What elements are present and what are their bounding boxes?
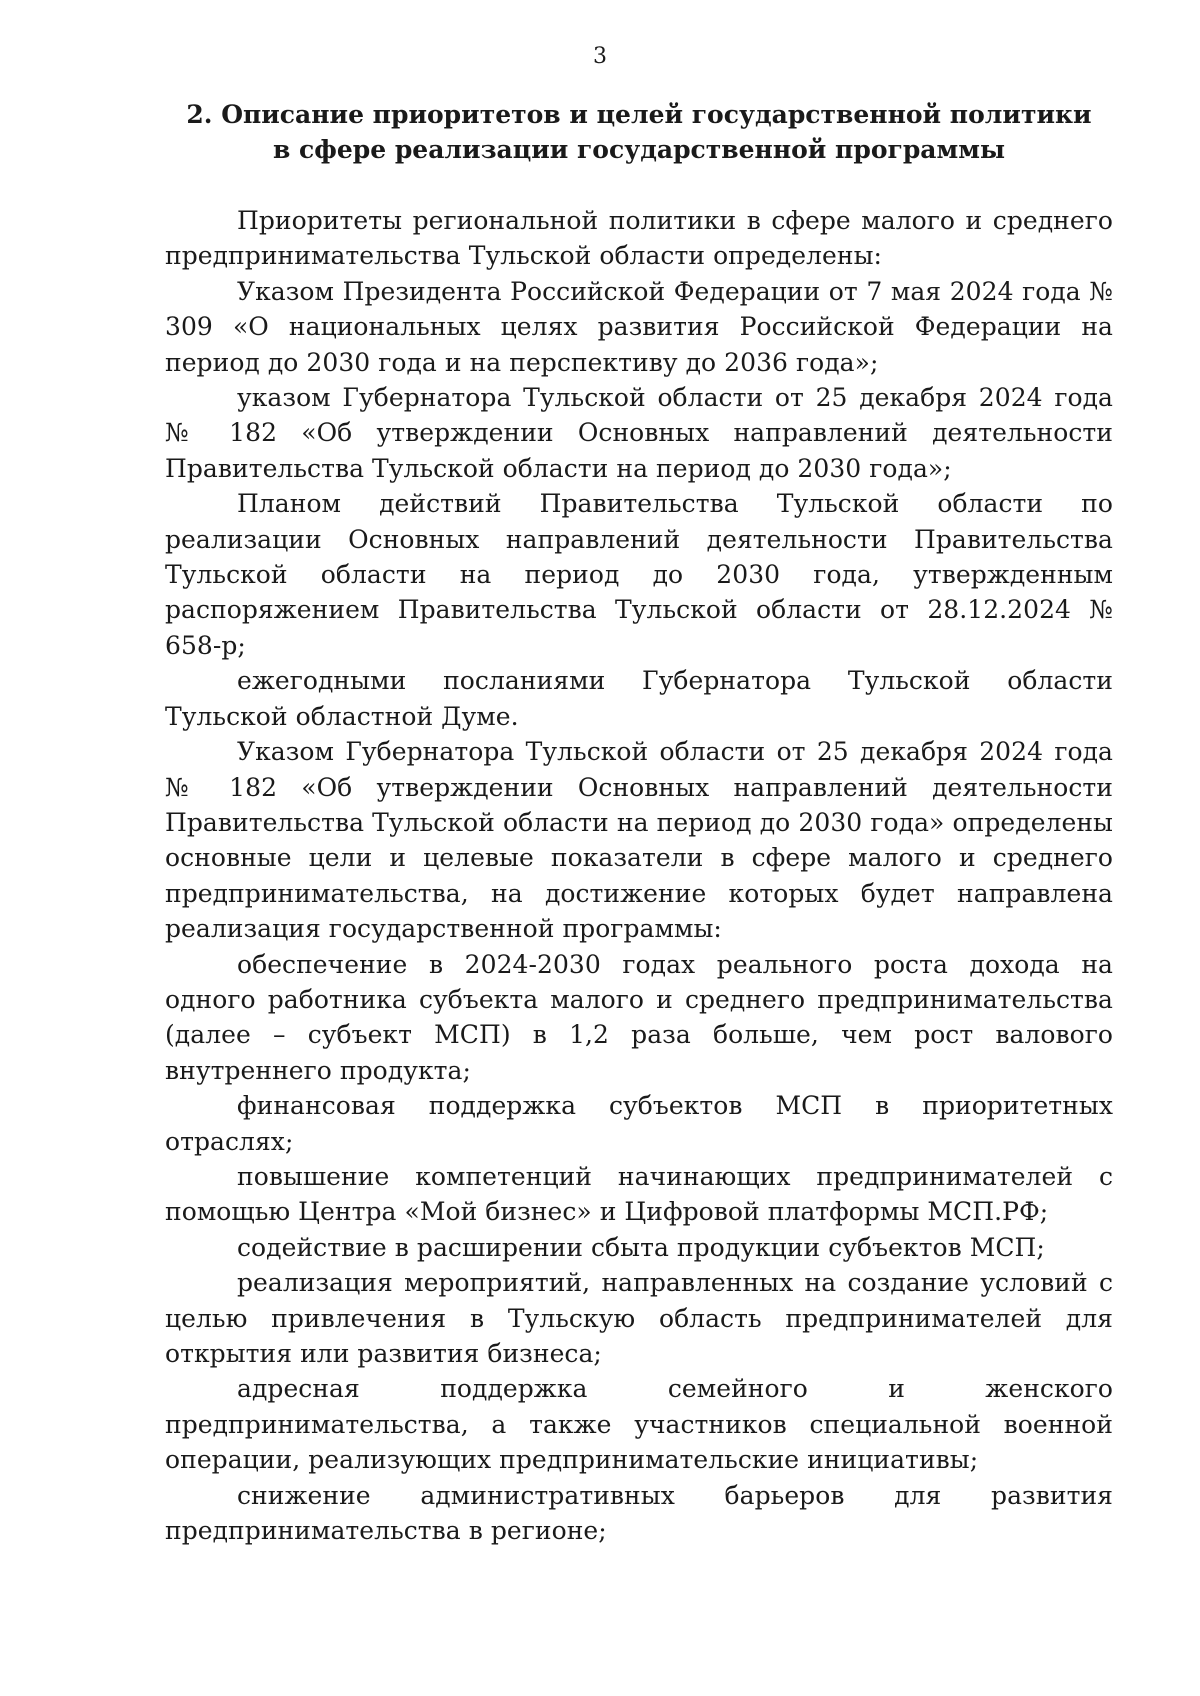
paragraph-governor-decree: указом Губернатора Тульской области от 25 декабря 2024 года № 182 «Об утверждении Основных направлений деятельности Правительства Тульской области на период до 2030 года»; — [165, 383, 1113, 483]
list-item-targeted-support: адресная поддержка семейного и женского предпринимательства, а также участников специальной военной операции, реализующих предпринимательские инициативы; — [165, 1374, 1113, 1475]
list-item-income-growth: обеспечение в 2024-2030 годах реального роста дохода на одного работника субъекта малого и среднего предпринимательства (далее – субъект МСП) в 1,2 раза больше, чем рост валового внутреннего продукта; — [165, 949, 1113, 1085]
section-heading — [165, 97, 1113, 167]
list-item-business-attraction: реализация мероприятий, направленных на создание условий с целью привлечения в Тульскую область предпринимателей для открытия или развития бизнеса; — [165, 1268, 1113, 1368]
paragraph-governor-messages: ежегодными посланиями Губернатора Тульской области Тульской областной Думе. — [165, 666, 1113, 731]
paragraph-action-plan: Планом действий Правительства Тульской области по реализации Основных направлений деятельности Правительства Тульской области на период до 2030 года, утвержденным распоряжением Правительства Тульской области от 28.12.2024 № 658-р; — [165, 489, 1113, 660]
body-text — [165, 203, 1113, 1548]
list-item-competence: повышение компетенций начинающих предпринимателей с помощью Центра «Мой бизнес» и Цифровой платформы МСП.РФ; — [165, 1161, 1113, 1227]
paragraph-presidential-decree: Указом Президента Российской Федерации от 7 мая 2024 года № 309 «О национальных целях развития Российской Федерации на период до 2030 года и на перспективу до 2036 года»; — [165, 276, 1113, 377]
list-item-sales-assistance: содействие в расширении сбыта продукции субъектов МСП; — [237, 1232, 1045, 1262]
paragraph-priorities-intro: Приоритеты региональной политики в сфере малого и среднего предпринимательства Тульской области определены: — [165, 206, 1113, 271]
page-number: 3 — [593, 44, 607, 69]
list-item-barrier-reduction: снижение административных барьеров для развития предпринимательства в регионе; — [165, 1480, 1113, 1546]
list-item-financial-support: финансовая поддержка субъектов МСП в приоритетных отраслях; — [165, 1091, 1113, 1156]
section-heading-line-1: 2. Описание приоритетов и целей государственной политики — [186, 100, 1092, 129]
paragraph-goals-intro: Указом Губернатора Тульской области от 25 декабря 2024 года № 182 «Об утверждении Основных направлений деятельности Правительства Тульской области на период до 2030 года» определены основные цели и целевые показатели в сфере малого и среднего предпринимательства, на достижение которых будет направлена реализация государственной программы: — [165, 737, 1113, 944]
section-heading-line-2: в сфере реализации государственной программы — [272, 135, 1006, 164]
